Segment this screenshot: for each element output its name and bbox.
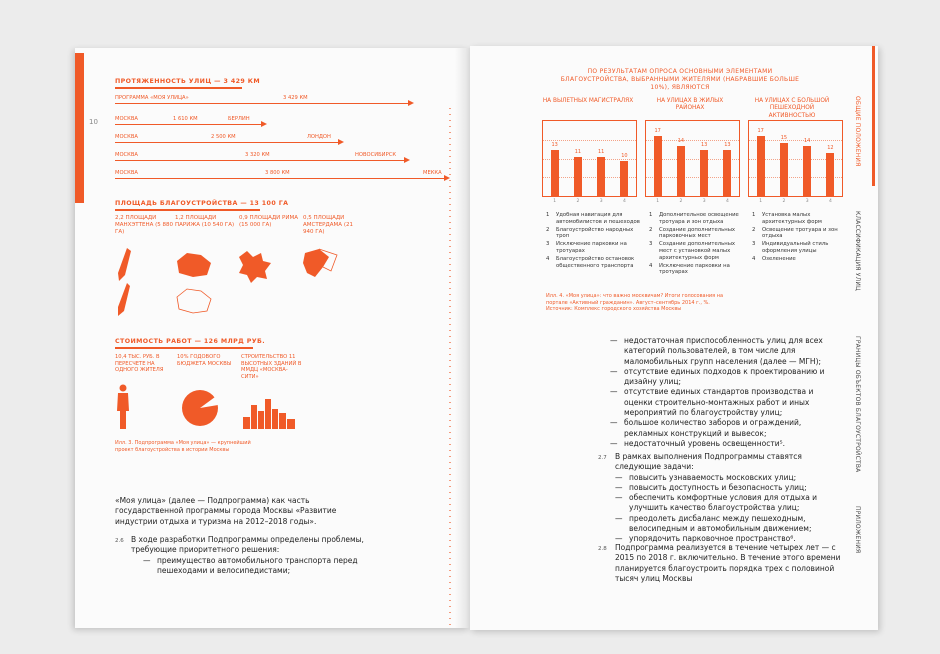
cost-label: 10,4 ТЫС. РУБ. В ПЕРЕСЧЕТЕ НА ОДНОГО ЖИТЕЛЯ [115, 354, 164, 374]
bar-chart-panel [645, 120, 740, 204]
problem-bullet: — недостаточная приспособленность улиц для всех категорий пользователей, в том числе для маломобильных групп населения (далее — МГН); [610, 336, 842, 367]
legend-number: 4 [649, 262, 653, 269]
legend-label: Освещение тротуара и зон отдыха [762, 226, 838, 240]
manhattan-shape-icon [118, 283, 130, 316]
legend-label: Создание дополнительных парковочных мест [659, 226, 736, 240]
bar-value-label: 12 [827, 145, 834, 152]
bar-value-label: 11 [597, 148, 605, 155]
problem-bullet: — недостаточный уровень освещенности⁵. [610, 439, 842, 449]
bar-value-label: 15 [780, 134, 788, 141]
bar-value-label: 13 [700, 141, 708, 148]
bar-category-label: 1 [656, 199, 660, 204]
person-icon [117, 385, 129, 430]
bar-value-label: 11 [574, 148, 582, 155]
skyline-icon [243, 399, 295, 429]
legend-number: 3 [752, 241, 756, 248]
legend-label: Создание дополнительных мест с установкой малых архитектурных форм [659, 241, 736, 261]
bar-value-label: 14 [803, 138, 811, 145]
chart-bar [620, 161, 628, 197]
page-edge-strip [75, 53, 84, 203]
chart-bar [597, 157, 605, 196]
tab-classification[interactable]: КЛАССИФИКАЦИЯ УЛИЦ [854, 211, 861, 291]
task-bullet: — преодолеть дисбаланс между пешеходным, велосипедным и автомобильным движением; [615, 514, 843, 535]
task-bullet: — упорядочить парковочное пространство⁶. [615, 534, 843, 544]
area-label: 2,2 ПЛОЩАДИ МАНХЭТТЕНА (5 880 ГА) [115, 215, 173, 235]
legend-label: Дополнительное освещение тротуара и зон отдыха [659, 212, 739, 225]
tab-appendix[interactable]: ПРИЛОЖЕНИЯ [854, 506, 861, 554]
bar-category-label: 2 [679, 199, 683, 204]
dotted-guide [448, 108, 452, 628]
problem-bullet: — отсутствие единых подходов к проектированию и дизайну улиц; [610, 367, 842, 388]
chart-bar [757, 136, 765, 196]
legend-number: 3 [546, 241, 550, 248]
rome-shape-icon [239, 251, 271, 283]
cost-label: СТРОИТЕЛЬСТВО 11 ВЫСОТНЫХ ЗДАНИЙ В ММДЦ «МОСКВА-СИТИ» [241, 354, 302, 380]
chart-bar [723, 150, 731, 196]
task-bullet: — повысить узнаваемость московских улиц; [615, 473, 843, 483]
bar-category-label: 3 [702, 199, 706, 204]
legend-item [752, 241, 848, 255]
chart-gridline [543, 140, 636, 141]
legend-label: Озеленение [762, 255, 796, 262]
paragraph-number: 2.7 [598, 455, 607, 461]
bar-value-label: 14 [677, 138, 685, 145]
chart-bar [780, 143, 788, 196]
right-page [470, 46, 878, 630]
bar-value-label: 13 [551, 141, 558, 148]
legend-label: Благоустройство остановок общественного транспорта [556, 255, 635, 269]
area-label: 0,5 ПЛОЩАДИ АМСТЕРДАМА (21 940 ГА) [303, 215, 353, 235]
bar-category-label: 2 [782, 199, 786, 204]
area-label: 0,9 ПЛОЩАДИ РИМА (15 000 ГА) [239, 215, 298, 228]
legend-item [752, 212, 848, 226]
legend-label: Исключение парковки на тротуарах [659, 262, 730, 276]
bar-category-label: 1 [553, 199, 557, 204]
chart-bar [826, 153, 834, 196]
chart-legend [546, 212, 642, 270]
chart-caption: Илл. 4. «Моя улица»: что важно москвичам? Итоги голосования на портале «Активный гражданин». Август–сентябрь 2014 г., %. Источник: Комплекс городского хозяйства Москвы [546, 293, 724, 313]
paragraph-number: 2.6 [115, 538, 124, 544]
tab-boundaries[interactable]: ГРАНИЦЫ ОБЪЕКТОВ БЛАГОУСТРОЙСТВА [854, 336, 861, 473]
city-area-shapes [115, 243, 395, 323]
paragraph-2-8: Подпрограмма реализуется в течение четырех лет — с 2015 по 2018 г. включительно. В течение этого времени планируется благоустроить порядка трех с половиной тысяч улиц Москвы [615, 543, 841, 583]
length-heading: ПРОТЯЖЕННОСТЬ УЛИЦ — 3 429 КМ [115, 78, 260, 85]
bar-category-label: 2 [576, 199, 580, 204]
legend-label: Исключение парковки на тротуарах [556, 241, 627, 254]
chart-legend [649, 212, 745, 277]
chart-bar [574, 157, 582, 196]
chart-bar [654, 136, 662, 196]
bar-category-label: 1 [759, 199, 763, 204]
legend-label: Благоустройство народных троп [556, 226, 634, 240]
legend-item [546, 212, 642, 226]
chart-bar [700, 150, 708, 196]
bar-value-label: 17 [654, 127, 661, 134]
problem-bullet: — отсутствие единых стандартов производства и оценки строительно-монтажных работ и иных мероприятий по благоустройству улиц; [610, 387, 842, 418]
legend-label: Удобная навигация для автомобилистов и пешеходов [556, 212, 640, 225]
problems-list [610, 336, 842, 449]
paris-shape-icon [177, 253, 211, 277]
legend-item [649, 263, 745, 277]
page-number: 10 [89, 118, 98, 126]
legend-item [649, 227, 745, 241]
legend-item [546, 227, 642, 241]
legend-item [752, 227, 848, 241]
cost-icons [115, 383, 315, 433]
chart-panel-title: НА УЛИЦАХ С БОЛЬШОЙ ПЕШЕХОДНОЙ АКТИВНОСТЬЮ [754, 98, 830, 119]
cost-label: 10% ГОДОВОГО БЮДЖЕТА МОСКВЫ [177, 354, 232, 367]
paragraph-number: 2.8 [598, 546, 607, 552]
bar-value-label: 17 [757, 127, 764, 134]
survey-title: ПО РЕЗУЛЬТАТАМ ОПРОСА ОСНОВНЫМИ ЭЛЕМЕНТАМИ БЛАГОУСТРОЙСТВА, ВЫБРАННЫМИ ЖИТЕЛЯМИ (НАБРАВШИЕ БОЛЬШЕ 10%), ЯВЛЯЮТСЯ [560, 68, 800, 91]
bar-category-label: 4 [828, 199, 832, 204]
amsterdam-shape-icon [303, 249, 329, 277]
bar-value-label: 13 [724, 141, 731, 148]
legend-number: 1 [546, 212, 550, 218]
left-page: 10 ПРОТЯЖЕННОСТЬ УЛИЦ — 3 429 КМ ПРОГРАММА «МОЯ УЛИЦА» 3 429 КМ МОСКВА 1 610 КМ БЕРЛИН МОСКВА 2 500 КМ ЛОНДОН МОСКВА 3 320 КМ НОВОСИБИРСК МОСКВА 3 800 КМ МЕККА ПЛОЩАДЬ БЛАГОУСТРОЙСТВА — 13 100 ГА 2,2 ПЛОЩАДИ МАНХЭТТЕНА (5 880 ГА) 1,2 ПЛОЩАДИ ПАРИЖА (10 540 ГА) 0,9 ПЛОЩАДИ РИМА (15 000 ГА) 0,5 ПЛОЩАДИ АМСТЕРДАМА (21 940 ГА) СТОИМОСТЬ РАБОТ — 126 МЛРД РУБ. 10,4 ТЫС. РУБ. В ПЕРЕСЧЕТЕ НА ОДНОГО ЖИТЕЛЯ 10% ГОДОВОГО БЮДЖЕТА МОСКВЫ СТРОИТЕЛЬСТВО 11 ВЫСОТНЫХ ЗДАНИЙ В ММДЦ «МОСКВА-СИТИ» Илл. 3. Подпрограмма «Моя улица» — крупнейший проект благоустройства в истории Москвы «Моя улица» (далее — Подпрограмма) как часть государственной программы города Москвы «Развитие индустрии отдыха и туризма на 2012–2018 годы». 2.6 В ходе разработки Подпрограммы определены проблемы, требующие приоритетного решения: — преимущество автомобильного транспорта перед пешеходами и велосипедистами; [75, 48, 470, 628]
bar-value-label: 10 [621, 152, 628, 159]
paragraph-2-7: В рамках выполнения Подпрограммы ставятся следующие задачи: — повысить узнаваемость московских улиц; — повысить доступность и безопасность улиц; — обеспечить комфортные условия для отдыха и улучшить качество благоустройства улиц; — преодолеть дисбаланс между пешеходным, велосипедным и автомобильным движением; — упорядочить парковочное пространство⁶. [615, 452, 843, 545]
bar-category-label: 3 [599, 199, 603, 204]
intro-paragraph: «Моя улица» (далее — Подпрограмма) как часть государственной программы города Москвы «Развитие индустрии отдыха и туризма на 2012–2018 годы». [115, 496, 337, 526]
chart-legend [752, 212, 848, 264]
cost-heading: СТОИМОСТЬ РАБОТ — 126 МЛРД РУБ. [115, 338, 265, 345]
chart-panel-title: НА ВЫЛЕТНЫХ МАГИСТРАЛЯХ [542, 98, 634, 104]
bar-category-label: 3 [805, 199, 809, 204]
paragraph-2-6: В ходе разработки Подпрограммы определены проблемы, требующие приоритетного решения: — преимущество автомобильного транспорта перед пешеходами и велосипедистами; [131, 535, 381, 576]
legend-number: 1 [752, 212, 756, 218]
chart-bar [803, 146, 811, 196]
legend-number: 1 [649, 212, 653, 218]
bar-chart-panel [748, 120, 843, 204]
manhattan-shape-icon [118, 248, 131, 281]
task-bullet: — обеспечить комфортные условия для отдыха и улучшить качество благоустройства улиц; [615, 493, 843, 514]
chart-panel-title: НА УЛИЦАХ В ЖИЛЫХ РАЙОНАХ [656, 98, 724, 112]
task-bullet: — повысить доступность и безопасность улиц; [615, 483, 843, 493]
tab-general[interactable]: ОБЩИЕ ПОЛОЖЕНИЯ [854, 96, 861, 167]
legend-item [752, 256, 848, 263]
legend-number: 2 [546, 226, 550, 233]
bar-chart-panel [542, 120, 637, 204]
illustration-caption: Илл. 3. Подпрограмма «Моя улица» — крупнейший проект благоустройства в истории Москвы [115, 440, 251, 453]
bar-category-label: 4 [622, 199, 626, 204]
legend-label: Установка малых архитектурных форм [762, 212, 822, 225]
area-label: 1,2 ПЛОЩАДИ ПАРИЖА (10 540 ГА) [175, 215, 235, 228]
chart-bar [551, 150, 559, 196]
legend-number: 2 [752, 226, 756, 233]
legend-number: 4 [752, 255, 756, 262]
problem-bullet: — большое количество заборов и ограждений, рекламных конструкций и вывесок; [610, 418, 842, 439]
paris-shape-icon [177, 289, 211, 313]
legend-item [649, 212, 745, 226]
legend-item [546, 256, 642, 270]
chart-bar [677, 146, 685, 196]
problem-bullet: — преимущество автомобильного транспорта перед пешеходами и велосипедистами; [143, 556, 381, 577]
bar-category-label: 4 [725, 199, 729, 204]
legend-label: Индивидуальный стиль оформления улицы [762, 241, 829, 254]
legend-number: 2 [649, 226, 653, 233]
legend-item [649, 241, 745, 261]
legend-number: 3 [649, 241, 653, 248]
legend-item [546, 241, 642, 255]
legend-number: 4 [546, 255, 550, 262]
area-heading: ПЛОЩАДЬ БЛАГОУСТРОЙСТВА — 13 100 ГА [115, 200, 288, 207]
